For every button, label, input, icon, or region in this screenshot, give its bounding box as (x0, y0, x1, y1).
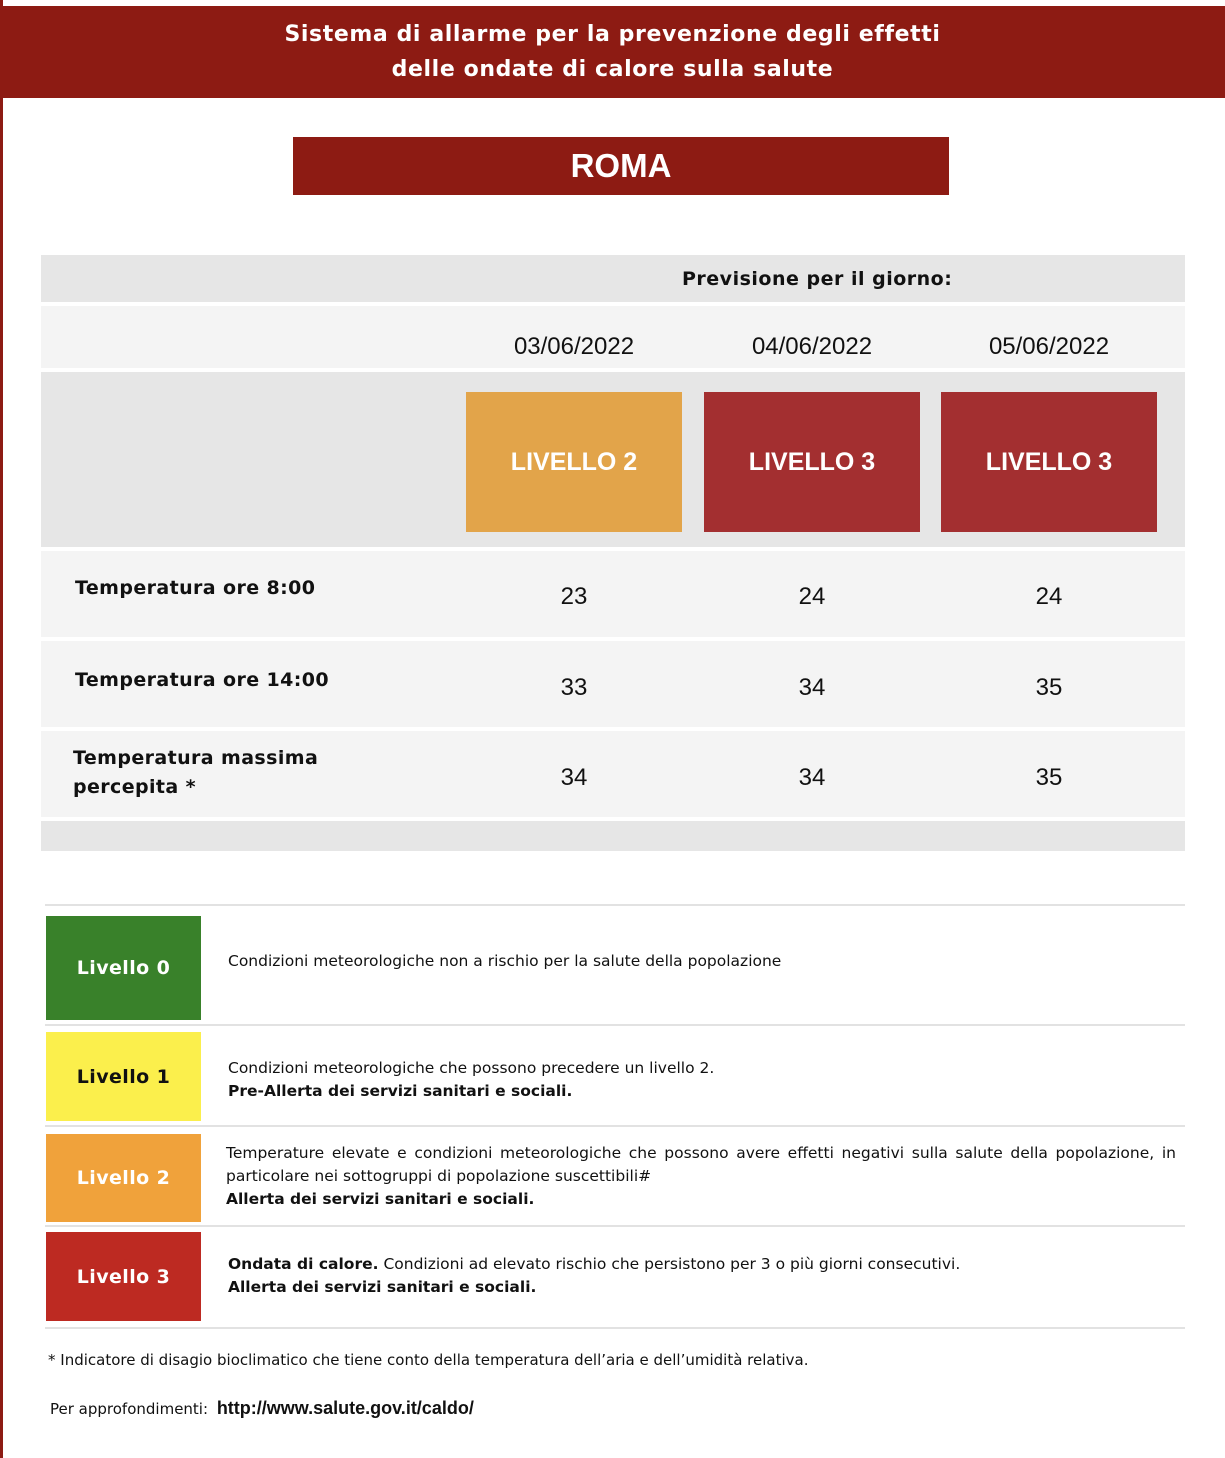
more-info-label: Per approfondimenti: (50, 1400, 209, 1418)
forecast-date: 05/06/2022 (988, 333, 1110, 360)
legend-level-3: Livello 3 (46, 1232, 201, 1321)
row-label-temp-8: Temperatura ore 8:00 (75, 577, 316, 599)
table-cell: 34 (798, 674, 826, 701)
legend-desc: Condizioni ad elevato rischio che persistono per 3 o più giorni consecutivi. (383, 1255, 961, 1273)
table-cell: 23 (560, 583, 588, 610)
legend-divider (45, 1225, 1185, 1227)
legend-bold: Pre-Allerta dei servizi sanitari e sociali. (228, 1082, 573, 1100)
city-title: ROMA (293, 137, 949, 195)
legend-bold: Allerta dei servizi sanitari e sociali. (228, 1278, 537, 1296)
legend-desc-line (228, 1253, 960, 1276)
table-footer-band (41, 821, 1185, 851)
legend-divider (45, 1327, 1185, 1329)
table-cell: 24 (798, 583, 826, 610)
legend-level-1: Livello 1 (46, 1032, 201, 1121)
forecast-date: 03/06/2022 (513, 333, 635, 360)
legend-level-2: Livello 2 (46, 1134, 201, 1222)
page-header (0, 6, 1225, 98)
legend-text-1 (228, 1057, 714, 1103)
row-label-line: Temperatura massima (73, 747, 319, 769)
forecast-level-badge: LIVELLO 3 (704, 392, 920, 532)
header-title-line1: Sistema di allarme per la prevenzione degli effetti (284, 22, 941, 47)
legend-divider (45, 1024, 1185, 1026)
forecast-level-badge: LIVELLO 3 (941, 392, 1157, 532)
header-title-line2: delle ondate di calore sulla salute (391, 57, 834, 82)
more-info (50, 1398, 474, 1419)
legend-text-2 (226, 1142, 1176, 1211)
forecast-level-badge: LIVELLO 2 (466, 392, 682, 532)
legend-text-0: Condizioni meteorologiche non a rischio per la salute della popolazione (228, 952, 782, 970)
table-cell: 33 (560, 674, 588, 701)
legend-bold: Allerta dei servizi sanitari e sociali. (226, 1190, 535, 1208)
legend-divider (45, 1125, 1185, 1127)
legend-desc: Condizioni meteorologiche che possono precedere un livello 2. (228, 1059, 715, 1077)
table-cell: 35 (1035, 674, 1063, 701)
forecast-label: Previsione per il giorno: (682, 268, 953, 290)
legend-bold-lead: Ondata di calore. (228, 1255, 379, 1273)
legend-desc: Temperature elevate e condizioni meteorologiche che possono avere effetti negativi sulla salute della popolazione, in particolare nei sottogruppi di popolazione suscettibili# (226, 1144, 1176, 1185)
more-info-link[interactable]: http://www.salute.gov.it/caldo/ (216, 1398, 474, 1418)
footnote: * Indicatore di disagio bioclimatico che tiene conto della temperatura dell’aria e dell’umidità relativa. (48, 1351, 809, 1369)
legend-text-3 (228, 1253, 960, 1299)
table-cell: 24 (1035, 583, 1063, 610)
legend-level-0: Livello 0 (46, 916, 201, 1020)
forecast-date: 04/06/2022 (751, 333, 873, 360)
left-border (0, 0, 3, 1458)
table-cell: 34 (560, 764, 588, 791)
row-label-perceived-max (73, 744, 318, 802)
row-label-temp-14: Temperatura ore 14:00 (75, 669, 330, 691)
table-cell: 35 (1035, 764, 1063, 791)
forecast-header-band (41, 255, 1185, 302)
table-cell: 34 (798, 764, 826, 791)
legend-divider (45, 904, 1185, 906)
row-label-line: percepita * (73, 776, 196, 798)
